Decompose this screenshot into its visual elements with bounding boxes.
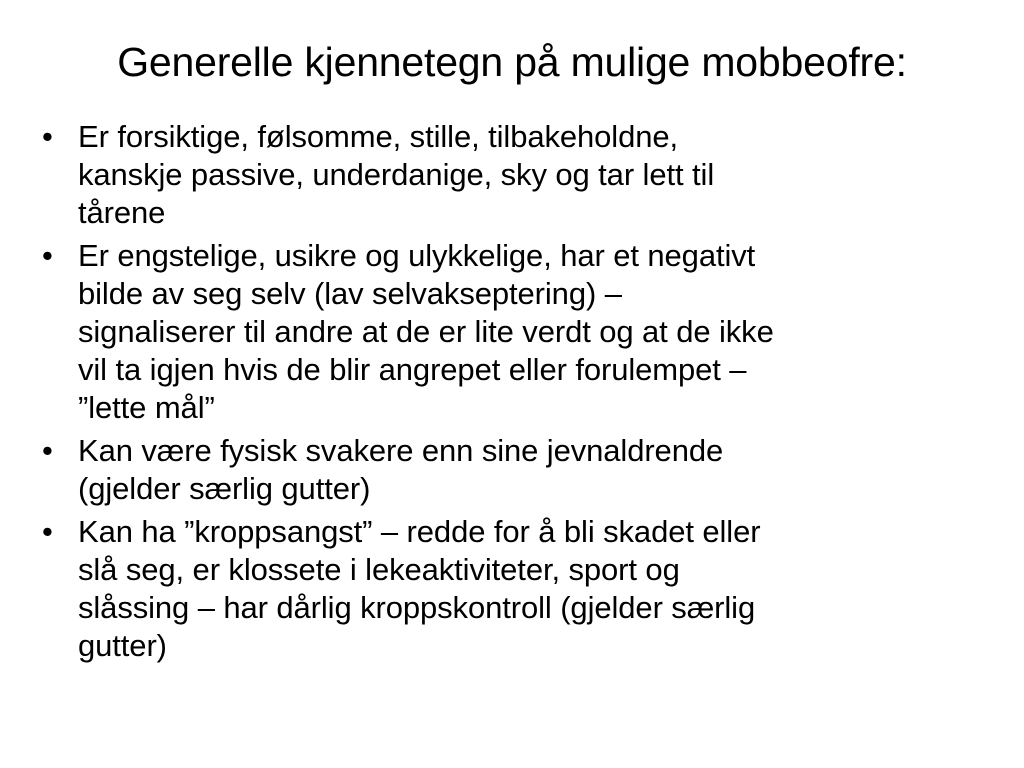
bullet-marker: • (42, 238, 53, 273)
bullet-text-line: tårene (78, 195, 166, 230)
bullet-text-line: gutter) (78, 628, 167, 663)
bullet-item (42, 513, 997, 665)
slide-title: Generelle kjennetegn på mulige mobbeofre: (117, 39, 907, 85)
bullet-marker: • (42, 433, 53, 468)
bullet-text-line: kanskje passive, underdanige, sky og tar lett til (78, 157, 715, 192)
bullet-text-line: slå seg, er klossete i lekeaktiviteter, sport og (78, 552, 680, 587)
bullet-text-line: Er forsiktige, følsomme, stille, tilbakeholdne, (78, 119, 679, 154)
bullet-text-line: Kan være fysisk svakere enn sine jevnaldrende (78, 433, 724, 468)
bullet-text-line: ”lette mål” (78, 390, 215, 425)
bullet-item (42, 118, 997, 232)
bullet-text-line: Er engstelige, usikre og ulykkelige, har et negativt (78, 238, 756, 273)
bullet-text-line: slåssing – har dårlig kroppskontroll (gjelder særlig (78, 590, 756, 625)
bullet-text-line: signaliserer til andre at de er lite verdt og at de ikke (78, 314, 774, 349)
bullet-text-line: vil ta igjen hvis de blir angrepet eller forulempet – (78, 352, 747, 387)
bullet-item (42, 237, 997, 427)
bullet-text-line: (gjelder særlig gutter) (78, 471, 371, 506)
bullet-list (42, 118, 997, 670)
bullet-text-line: bilde av seg selv (lav selvakseptering) – (78, 276, 622, 311)
bullet-item (42, 432, 997, 508)
bullet-text-line: Kan ha ”kroppsangst” – redde for å bli skadet eller (78, 514, 761, 549)
bullet-marker: • (42, 119, 53, 154)
bullet-marker: • (42, 514, 53, 549)
